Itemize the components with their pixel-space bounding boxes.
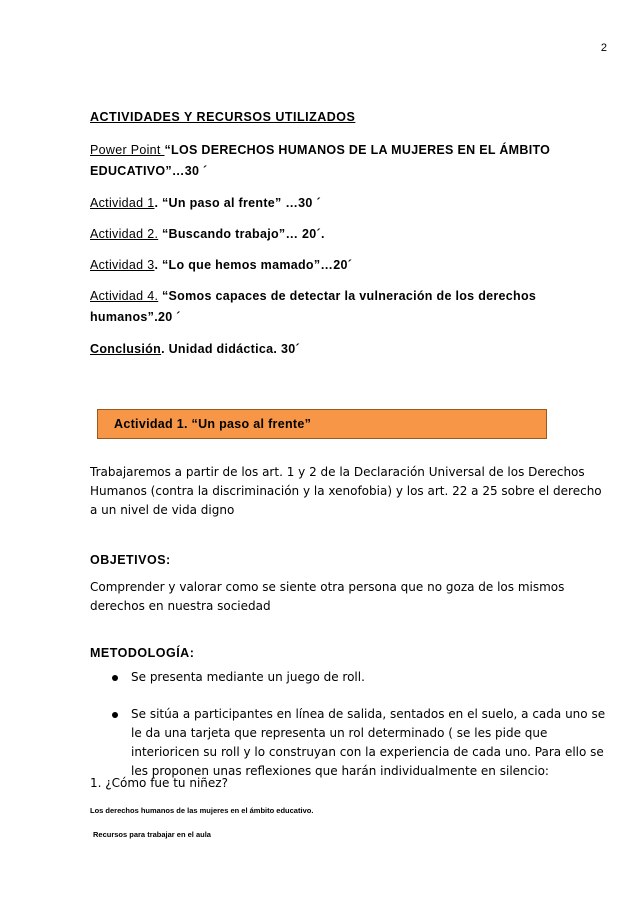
activity-line-4-cont (90, 310, 181, 324)
activity-text: . Unidad didáctica. 30´ (161, 342, 300, 356)
footer-title: Los derechos humanos de las mujeres en el ámbito educativo. (90, 806, 314, 815)
activity-line-4 (90, 289, 536, 303)
bullet-icon (112, 712, 118, 718)
objectives-heading: OBJETIVOS: (90, 553, 171, 567)
activity-line-conclusion (90, 342, 300, 356)
footer-subtitle: Recursos para trabajar en el aula (93, 830, 211, 839)
activity-label: Actividad 2. (90, 227, 159, 241)
methodology-bullet (112, 705, 612, 781)
activity-text: . “Un paso al frente” …30 ´ (154, 196, 321, 210)
methodology-bullet (112, 668, 612, 687)
activity-label: Actividad 3 (90, 258, 155, 272)
objectives-text: Comprender y valorar como se siente otra persona que no goza de los mismos derechos en nuestra sociedad (90, 580, 565, 613)
bullet-icon (112, 675, 118, 681)
activity-text: “Somos capaces de detectar la vulneración de los derechos (158, 289, 537, 303)
activity-label: Power Point (90, 143, 165, 157)
intro-paragraph: Trabajaremos a partir de los art. 1 y 2 de la Declaración Universal de los Derechos Humanos (contra la discriminación y la xenofobia) y los art. 22 a 25 sobre el derecho a un nivel de vida digno (90, 465, 602, 517)
activity-text: “LOS DERECHOS HUMANOS DE LA MUJERES EN EL ÁMBITO (164, 143, 551, 157)
section-title: ACTIVIDADES Y RECURSOS UTILIZADOS (90, 110, 356, 124)
bullet-text: Se sitúa a participantes en línea de salida, sentados en el suelo, a cada uno se le da una tarjeta que representa un rol determinado ( se les pide que interioricen su roll y lo construyan con la experiencia de cada uno. Para ello se les proponen unas reflexiones que harán individualmente en silencio: (131, 707, 606, 778)
activity-label: Actividad 1 (90, 196, 155, 210)
activity-label: Conclusión (90, 342, 162, 356)
methodology-heading: METODOLOGÍA: (90, 646, 195, 660)
activity-text: humanos”.20 ´ (90, 310, 181, 324)
activity-label: Actividad 4. (90, 289, 159, 303)
activity-line-powerpoint (90, 143, 550, 157)
numbered-item: 1. ¿Cómo fue tu niñez? (90, 776, 228, 790)
activity-line-powerpoint-cont (90, 164, 207, 178)
activity-line-2 (90, 227, 325, 241)
page-number: 2 (600, 42, 607, 54)
activity-text: “Buscando trabajo”… 20´. (158, 227, 325, 241)
activity-line-1 (90, 196, 321, 210)
activity-text: . “Lo que hemos mamado”…20´ (154, 258, 353, 272)
activity-box-title: Actividad 1. “Un paso al frente” (114, 417, 312, 431)
activity-text: EDUCATIVO”…30 ´ (90, 164, 208, 178)
activity-line-3 (90, 258, 352, 272)
bullet-text: Se presenta mediante un juego de roll. (131, 670, 365, 684)
activity-title-box (97, 409, 547, 439)
